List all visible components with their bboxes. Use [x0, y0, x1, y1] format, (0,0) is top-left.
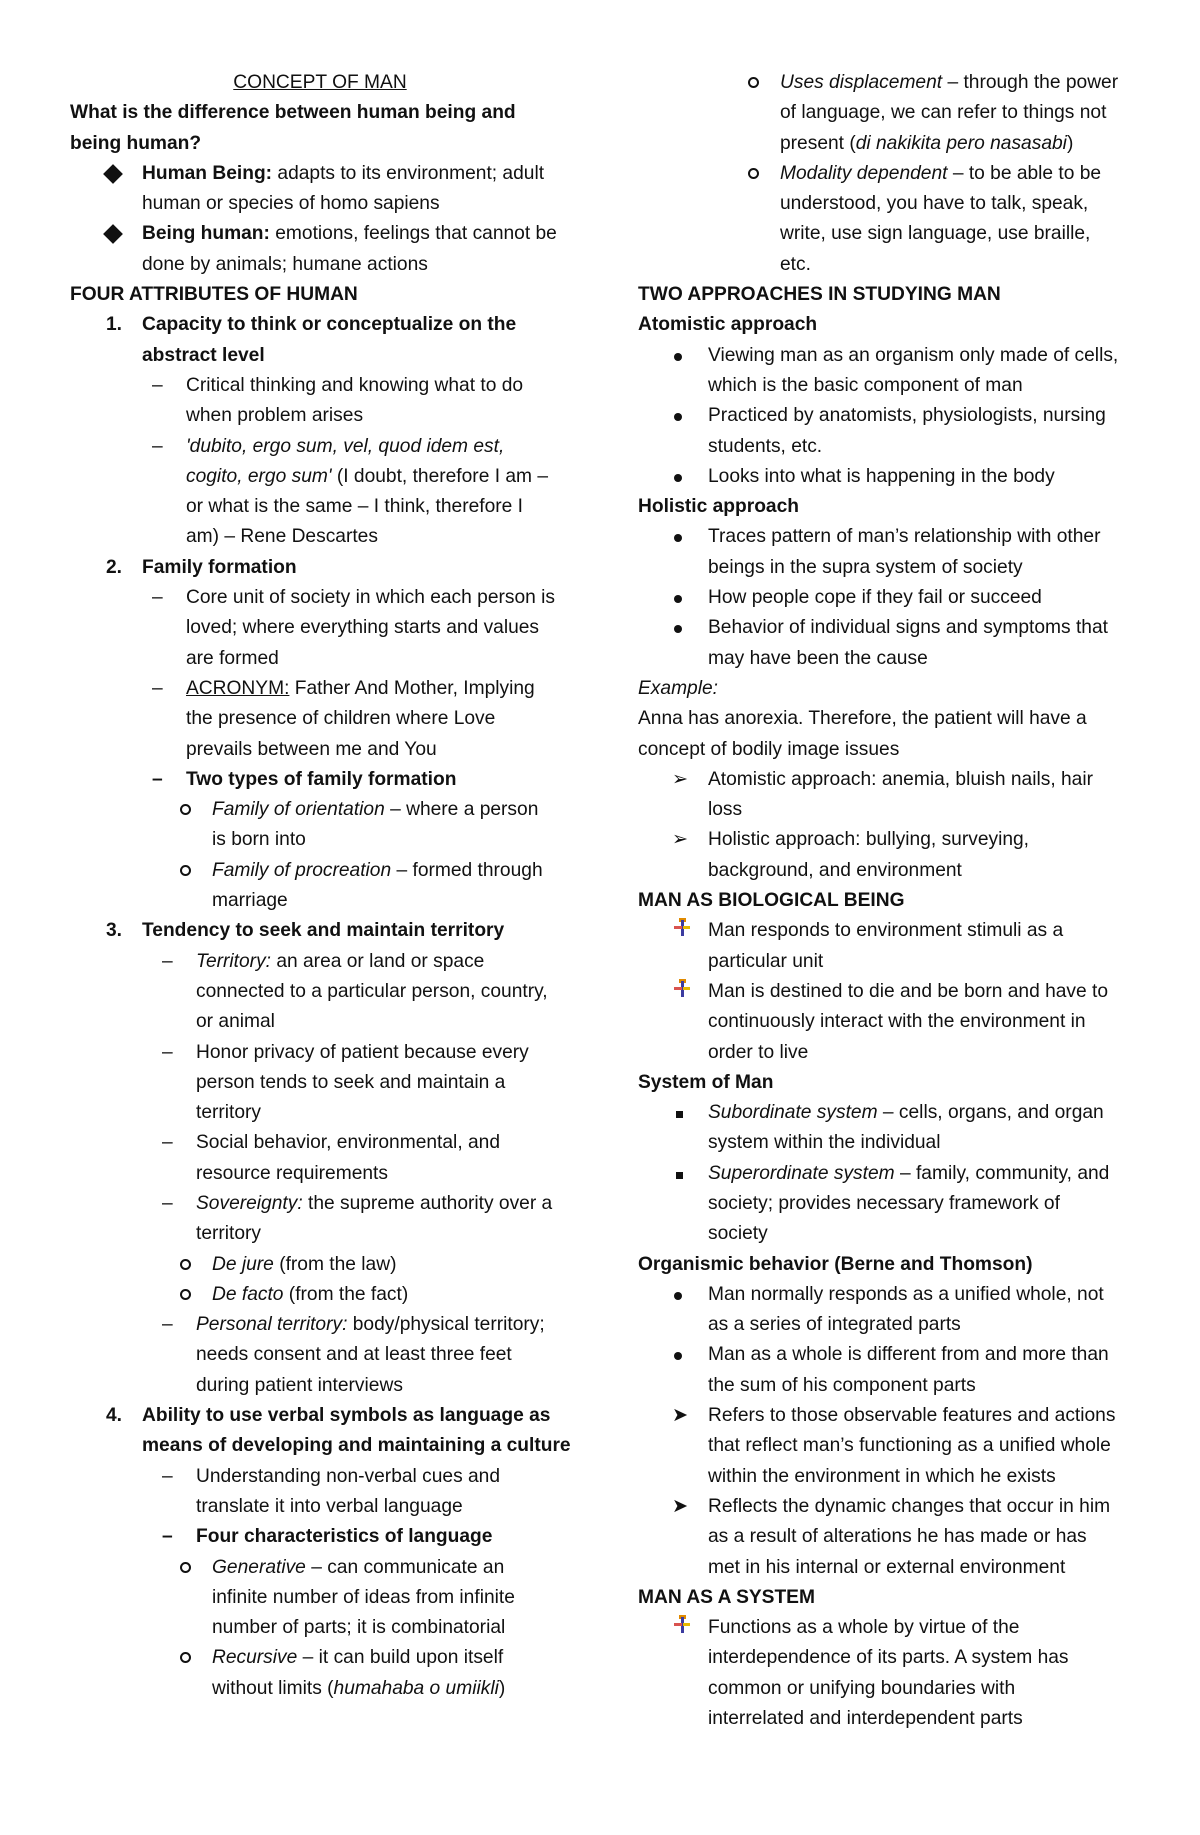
dash-item: – Honor privacy of patient because every	[70, 1038, 570, 1068]
dot-bullet-icon	[674, 341, 682, 371]
circle-bullet-icon	[180, 856, 191, 886]
arrow-item-cont: background, and environment	[708, 859, 962, 881]
diamond-bullet-icon	[106, 159, 120, 191]
circle-item: De facto (from the fact)	[70, 1280, 570, 1310]
circle-item-cont: marriage	[212, 890, 288, 912]
dash-item-cont: or animal	[196, 1011, 275, 1033]
dash-item: – Sovereignty: the supreme authority over a	[70, 1189, 570, 1219]
dash-item-cont: territory	[196, 1223, 262, 1245]
four-point-star-icon	[674, 977, 690, 1007]
circle-item: Recursive – it can build upon itself	[70, 1643, 570, 1673]
sub-heading: Atomistic approach	[638, 314, 818, 336]
example-text: Anna has anorexia. Therefore, the patient will have a	[638, 708, 1087, 730]
list-item-cont: as a series of integrated parts	[708, 1314, 961, 1336]
four-point-star-icon	[674, 916, 690, 946]
dot-bullet-icon	[674, 462, 682, 492]
circle-item-cont: is born into	[212, 829, 306, 851]
list-item: Subordinate system – cells, organs, and organ	[638, 1098, 1138, 1128]
list-item-cont: done by animals; humane actions	[142, 253, 428, 275]
arrow-bullet-icon: ➢	[672, 768, 689, 790]
example-label: Example:	[638, 677, 718, 699]
list-item-cont: society; provides necessary framework of	[708, 1192, 1060, 1214]
circle-item-cont: infinite number of ideas from infinite	[212, 1586, 515, 1608]
dash-item-cont: loved; where everything starts and values	[186, 617, 540, 639]
dash-item: – Four characteristics of language	[70, 1522, 570, 1552]
list-item-cont: particular unit	[708, 950, 824, 972]
list-item-cont: the sum of his component parts	[708, 1374, 976, 1396]
dash-item: – Two types of family formation	[70, 765, 570, 795]
dash-bullet-icon: –	[152, 374, 163, 396]
dash-item: – Critical thinking and knowing what to do	[70, 371, 570, 401]
circle-item: Modality dependent – to be able to be	[638, 159, 1138, 189]
dash-bullet-icon: –	[162, 1465, 173, 1487]
circle-item-cont: understood, you have to talk, speak,	[780, 193, 1089, 215]
circle-item: De jure (from the law)	[70, 1250, 570, 1280]
circle-item-cont: of language, we can refer to things not	[780, 102, 1107, 124]
numbered-item: 4. Ability to use verbal symbols as language as	[106, 1405, 551, 1427]
arrow-item-cont: that reflect man’s functioning as a unified whole	[708, 1435, 1111, 1457]
arrow-item-cont: within the environment in which he exists	[708, 1465, 1056, 1487]
list-item-cont: human or species of homo sapiens	[142, 193, 440, 215]
dash-bullet-icon: –	[162, 1192, 173, 1214]
dash-item: – Territory: an area or land or space	[70, 947, 570, 977]
dash-item: – Understanding non-verbal cues and	[70, 1462, 570, 1492]
document-title: CONCEPT OF MAN	[233, 72, 407, 93]
numbered-item: 1. Capacity to think or conceptualize on the	[106, 314, 517, 336]
arrow-item: ➢ Atomistic approach: anemia, bluish nails, hair	[638, 765, 1138, 795]
circle-bullet-icon	[748, 68, 759, 98]
question-heading: What is the difference between human being and	[70, 102, 516, 124]
list-item: Functions as a whole by virtue of the	[638, 1613, 1138, 1643]
diamond-bullet-icon	[106, 219, 120, 251]
list-item: Man normally responds as a unified whole, not	[638, 1280, 1138, 1310]
dash-bullet-icon: –	[162, 1041, 173, 1063]
list-item-cont: interrelated and interdependent parts	[708, 1708, 1023, 1730]
arrow-item-cont: loss	[708, 799, 743, 821]
arrow-bullet-icon: ➤	[672, 1495, 689, 1517]
circle-item-cont: etc.	[780, 253, 811, 275]
list-item-cont: interdependence of its parts. A system has	[708, 1647, 1069, 1669]
arrow-item: ➤ Reflects the dynamic changes that occur in him	[638, 1492, 1138, 1522]
square-bullet-icon	[676, 1098, 683, 1128]
dash-item-cont: resource requirements	[196, 1162, 388, 1184]
arrow-item-cont: as a result of alterations he has made or has	[708, 1526, 1087, 1548]
list-item: How people cope if they fail or succeed	[638, 583, 1138, 613]
circle-item: Uses displacement – through the power	[638, 68, 1138, 98]
dash-item-cont: person tends to seek and maintain a	[196, 1071, 506, 1093]
dot-bullet-icon	[674, 613, 682, 643]
list-item: Traces pattern of man’s relationship with other	[638, 522, 1138, 552]
dash-bullet-icon: –	[162, 950, 173, 972]
dash-item-cont: or what is the same – I think, therefore I	[186, 496, 524, 518]
circle-bullet-icon	[180, 1643, 191, 1673]
arrow-bullet-icon: ➢	[672, 829, 689, 851]
list-item-cont: students, etc.	[708, 435, 823, 457]
example-text: concept of bodily image issues	[638, 738, 900, 760]
circle-item: Generative – can communicate an	[70, 1553, 570, 1583]
circle-item-cont: without limits (humahaba o umiikli)	[212, 1677, 506, 1699]
dash-bullet-icon: –	[162, 1526, 173, 1548]
circle-item-cont: number of parts; it is combinatorial	[212, 1617, 506, 1639]
right-column	[638, 68, 1138, 1734]
dash-item: – Core unit of society in which each person is	[70, 583, 570, 613]
dot-bullet-icon	[674, 401, 682, 431]
list-item: Being human: emotions, feelings that cannot be	[70, 219, 570, 249]
dash-bullet-icon: –	[162, 1314, 173, 1336]
circle-item-cont: present (di nakikita pero nasasabi)	[780, 132, 1074, 154]
dash-item: – Social behavior, environmental, and	[70, 1128, 570, 1158]
dash-item-cont: the presence of children where Love	[186, 708, 496, 730]
dash-item-cont: cogito, ergo sum' (I doubt, therefore I am –	[186, 465, 549, 487]
dash-item-cont: territory	[196, 1102, 262, 1124]
list-item: Viewing man as an organism only made of cells,	[638, 341, 1138, 371]
dash-item-cont: needs consent and at least three feet	[196, 1344, 512, 1366]
circle-bullet-icon	[180, 1250, 191, 1280]
circle-bullet-icon	[180, 795, 191, 825]
dash-bullet-icon: –	[162, 1132, 173, 1154]
dot-bullet-icon	[674, 522, 682, 552]
section-heading: MAN AS A SYSTEM	[638, 1586, 815, 1608]
circle-item: Family of orientation – where a person	[70, 795, 570, 825]
dash-bullet-icon: –	[152, 768, 163, 790]
dot-bullet-icon	[674, 1280, 682, 1310]
sub-heading: System of Man	[638, 1071, 774, 1093]
dash-item-cont: am) – Rene Descartes	[186, 526, 378, 548]
circle-item-cont: write, use sign language, use braille,	[780, 223, 1091, 245]
dash-item-cont: when problem arises	[186, 405, 364, 427]
sub-heading: Organismic behavior (Berne and Thomson)	[638, 1253, 1033, 1275]
dash-item: – 'dubito, ergo sum, vel, quod idem est,	[70, 432, 570, 462]
numbered-item-cont: abstract level	[142, 344, 265, 366]
arrow-item: ➢ Holistic approach: bullying, surveying,	[638, 825, 1138, 855]
arrow-bullet-icon: ➤	[672, 1405, 689, 1427]
list-item: Superordinate system – family, community, and	[638, 1159, 1138, 1189]
arrow-item: ➤ Refers to those observable features and actions	[638, 1401, 1138, 1431]
dash-item-cont: prevails between me and You	[186, 738, 437, 760]
list-item: Looks into what is happening in the body	[638, 462, 1138, 492]
section-heading: MAN AS BIOLOGICAL BEING	[638, 890, 905, 912]
circle-bullet-icon	[748, 159, 759, 189]
dash-item-cont: are formed	[186, 647, 279, 669]
question-heading-cont: being human?	[70, 132, 202, 154]
list-item-cont: order to live	[708, 1041, 809, 1063]
list-item: Man responds to environment stimuli as a	[638, 916, 1138, 946]
list-item: Practiced by anatomists, physiologists, nursing	[638, 401, 1138, 431]
list-item: Human Being: adapts to its environment; adult	[70, 159, 570, 189]
list-item-cont: which is the basic component of man	[708, 374, 1023, 396]
dash-bullet-icon: –	[152, 587, 163, 609]
circle-item: Family of procreation – formed through	[70, 856, 570, 886]
list-item-cont: may have been the cause	[708, 647, 928, 669]
dash-bullet-icon: –	[152, 435, 163, 457]
arrow-item-cont: met in his internal or external environment	[708, 1556, 1066, 1578]
dot-bullet-icon	[674, 1340, 682, 1370]
left-column	[70, 68, 570, 1704]
numbered-item-cont: means of developing and maintaining a culture	[142, 1435, 571, 1457]
four-point-star-icon	[674, 1613, 690, 1643]
circle-bullet-icon	[180, 1280, 191, 1310]
numbered-item: 3. Tendency to seek and maintain territory	[106, 920, 505, 942]
dash-item: – Personal territory: body/physical territory;	[70, 1310, 570, 1340]
section-heading: FOUR ATTRIBUTES OF HUMAN	[70, 284, 358, 306]
list-item: Behavior of individual signs and symptoms that	[638, 613, 1138, 643]
sub-heading: Holistic approach	[638, 496, 799, 518]
list-item: Man is destined to die and be born and have to	[638, 977, 1138, 1007]
dash-item-cont: connected to a particular person, country,	[196, 980, 548, 1002]
list-item: Man as a whole is different from and more than	[638, 1340, 1138, 1370]
square-bullet-icon	[676, 1159, 683, 1189]
list-item-cont: society	[708, 1223, 768, 1245]
list-item-cont: continuously interact with the environment in	[708, 1011, 1086, 1033]
dash-item-cont: translate it into verbal language	[196, 1495, 463, 1517]
list-item-cont: system within the individual	[708, 1132, 941, 1154]
list-item-cont: beings in the supra system of society	[708, 556, 1023, 578]
dash-item: – ACRONYM: Father And Mother, Implying	[70, 674, 570, 704]
circle-bullet-icon	[180, 1553, 191, 1583]
dash-item-cont: during patient interviews	[196, 1374, 403, 1396]
dot-bullet-icon	[674, 583, 682, 613]
section-heading: TWO APPROACHES IN STUDYING MAN	[638, 284, 1001, 306]
dash-bullet-icon: –	[152, 677, 163, 699]
list-item-cont: common or unifying boundaries with	[708, 1677, 1016, 1699]
numbered-item: 2. Family formation	[106, 556, 297, 578]
